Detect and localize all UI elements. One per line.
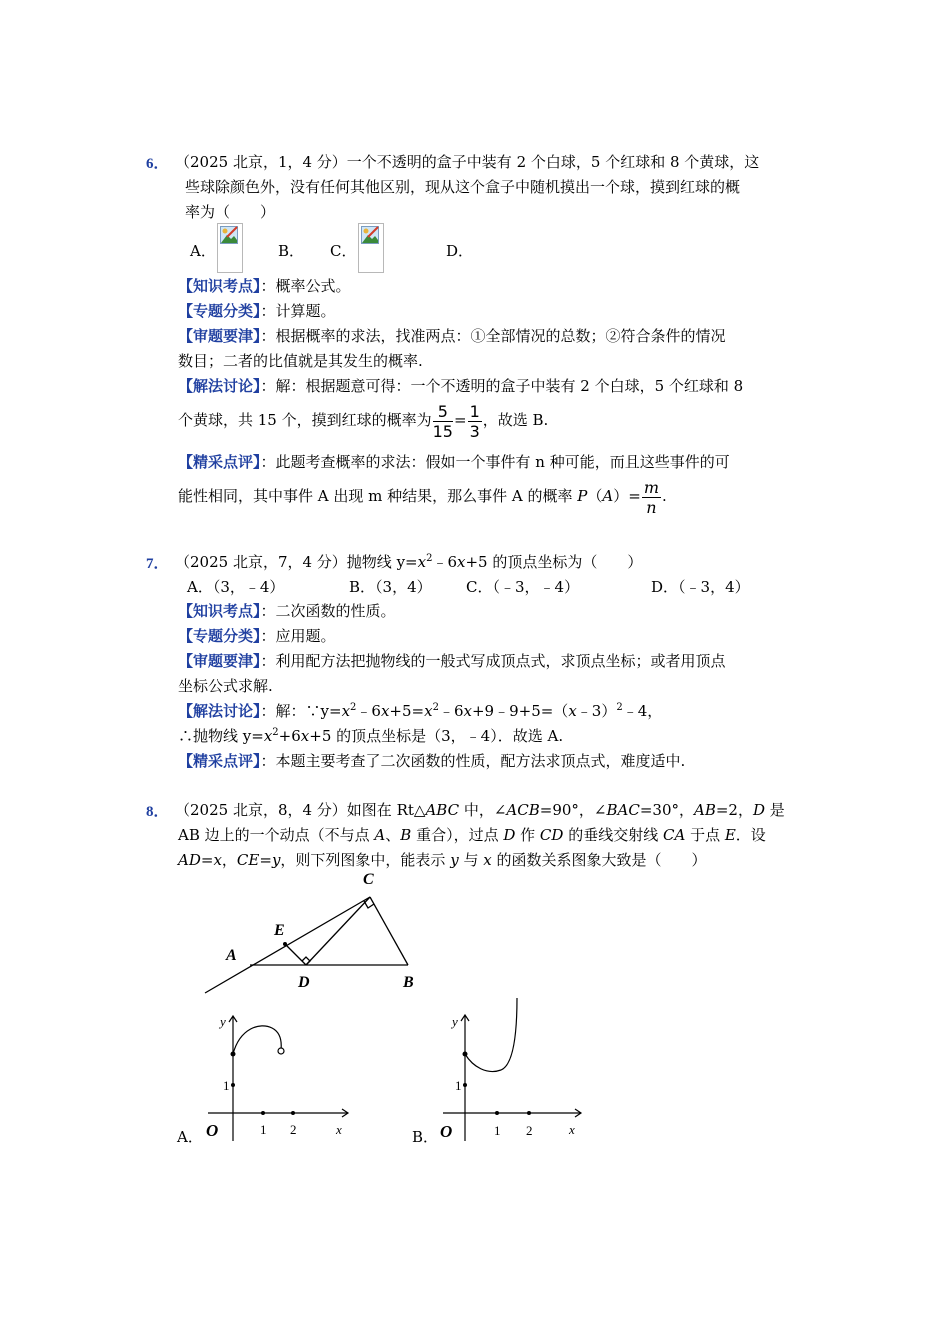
- math-B: B: [400, 826, 412, 844]
- text: ：解：∵y=: [260, 702, 342, 720]
- q7-category-text: ：应用题。: [260, 627, 336, 645]
- q7-category: [178, 626, 336, 646]
- text: =30°，: [639, 801, 694, 819]
- tag-solution: 【解法讨论】: [178, 702, 261, 720]
- q8-triangle-figure: [200, 868, 430, 998]
- label-C: C: [363, 871, 374, 888]
- segment-ED: [285, 944, 306, 965]
- q6-analysis-line-2: 数目；二者的比值就是其发生的概率.: [178, 352, 423, 370]
- solid-endpoint: [231, 1052, 236, 1057]
- q7-comment-text: ：本题主要考查了二次函数的性质，配方法求顶点式，难度适中.: [260, 752, 686, 770]
- q8-graph-b-option-label: B．: [412, 1128, 439, 1146]
- math-A: A: [602, 487, 614, 505]
- broken-image-icon: [220, 226, 238, 244]
- q8-graph-b: [435, 995, 595, 1143]
- q7-stem-a: （2025 北京，7，4 分）抛物线 y=: [175, 553, 418, 571]
- y-axis-label: y: [452, 1014, 458, 1029]
- text: 中，∠: [459, 801, 507, 819]
- x-axis-label: x: [336, 1122, 342, 1137]
- origin-label: O: [206, 1121, 219, 1140]
- q6-category-text: ：计算题。: [260, 302, 336, 320]
- fraction-5-15: [433, 402, 453, 441]
- solid-endpoint: [463, 1052, 468, 1057]
- q7-knowledge-text: ：二次函数的性质。: [260, 602, 396, 620]
- tag-analysis: 【审题要津】: [178, 652, 261, 670]
- text: =2，: [715, 801, 753, 819]
- x-tick-label-2: 2: [526, 1123, 533, 1138]
- q8-stem-line-3: [178, 850, 706, 870]
- math-CE: CE: [236, 851, 260, 869]
- superscript: 2: [350, 702, 357, 713]
- q7-knowledge-point: [178, 601, 396, 621]
- q7-option-a: A．（3，﹣4）: [187, 578, 285, 596]
- q8-number: 8．: [146, 804, 169, 820]
- text: 与: [458, 851, 484, 869]
- tag-knowledge: 【知识考点】: [178, 277, 261, 295]
- q6-solution-line-1: [178, 376, 743, 396]
- paren-close-equals: ）=: [613, 487, 641, 505]
- function-curve: [233, 1026, 281, 1054]
- text: 作: [515, 826, 540, 844]
- q6-stem-line-3: 率为（ ）: [185, 203, 276, 221]
- math-x: x: [300, 727, 310, 745]
- q6-comment-text-2a: 能性相同，其中事件 A 出现 m 种结果，那么事件 A 的概率: [178, 487, 578, 505]
- math-x: x: [380, 702, 390, 720]
- origin-label: O: [440, 1122, 453, 1141]
- q6-solution-text-2a: 个黄球，共 15 个，摸到红球的概率为: [178, 411, 432, 429]
- math-D: D: [503, 826, 516, 844]
- math-ABC: ABC: [425, 801, 460, 819]
- tag-comment: 【精采点评】: [178, 453, 261, 471]
- q6-option-d-label: D．: [446, 242, 474, 260]
- superscript: 2: [432, 702, 439, 713]
- text: ∴抛物线 y=: [178, 727, 264, 745]
- x-tick-1: [495, 1111, 499, 1115]
- math-x: x: [568, 702, 577, 720]
- q8-graph-a-option-label: A．: [177, 1128, 203, 1146]
- math-x: x: [341, 702, 351, 720]
- x-tick-label-1: 1: [260, 1122, 267, 1137]
- math-x: x: [424, 702, 433, 720]
- y-tick-1: [231, 1083, 235, 1087]
- math-BAC: BAC: [606, 801, 640, 819]
- label-B: B: [403, 974, 414, 991]
- q8-stem-line-2: [178, 825, 766, 845]
- q7-option-b: B．（3，4）: [349, 578, 432, 596]
- q6-solution-text-1: ：解：根据题意可得：一个不透明的盒子中装有 2 个白球，5 个红球和 8: [260, 377, 744, 395]
- text: +9﹣9+5=（: [471, 702, 569, 720]
- math-x: x: [457, 553, 466, 571]
- superscript: 2: [426, 553, 433, 564]
- superscript: 2: [616, 702, 623, 713]
- math-x: x: [417, 553, 427, 571]
- x-tick-2: [527, 1111, 531, 1115]
- y-tick-1: [463, 1083, 467, 1087]
- x-tick-1: [261, 1111, 265, 1115]
- q6-knowledge-point: [178, 276, 351, 296]
- q6-option-c-image-placeholder: [358, 223, 384, 273]
- q6-stem-line-1: （2025 北京，1，4 分）一个不透明的盒子中装有 2 个白球，5 个红球和 8 个黄球，这: [175, 153, 760, 171]
- label-D: D: [298, 974, 310, 991]
- text: ﹣6: [356, 702, 381, 720]
- x-tick-label-1: 1: [494, 1123, 501, 1138]
- text: +5=: [389, 702, 425, 720]
- tag-category: 【专题分类】: [178, 627, 261, 645]
- q6-analysis-line-1: [178, 326, 726, 346]
- x-tick-2: [291, 1111, 295, 1115]
- q6-stem-line-2: 些球除颜色外，没有任何其他区别，现从这个盒子中随机摸出一个球，摸到红球的概: [185, 178, 741, 196]
- q8-graph-a: [200, 1008, 360, 1143]
- ray-CA: [205, 897, 370, 993]
- tag-category: 【专题分类】: [178, 302, 261, 320]
- segment-CB: [370, 897, 408, 965]
- q7-option-d: D．（﹣3，4）: [651, 578, 750, 596]
- q6-option-b-label: B．: [278, 242, 305, 260]
- q6-option-a-label: A．: [190, 242, 216, 260]
- text: ．设: [735, 826, 766, 844]
- text: =: [259, 851, 272, 869]
- text: 、: [385, 826, 401, 844]
- text: 的垂线交射线: [563, 826, 663, 844]
- q7-option-c: C．（﹣3，﹣4）: [466, 578, 580, 596]
- q8-stem-line-1: [175, 800, 785, 820]
- text: =: [200, 851, 214, 869]
- point-E: [283, 942, 287, 946]
- y-tick-label-1: 1: [223, 1078, 230, 1093]
- q6-solution-line-2: [178, 400, 548, 441]
- math-P: P: [577, 487, 588, 505]
- math-CA: CA: [662, 826, 686, 844]
- q6-solution-text-2b: ，故选 B.: [482, 411, 549, 429]
- fraction-numerator: m: [643, 477, 659, 497]
- q6-comment-line-2: [178, 476, 667, 517]
- superscript: 2: [272, 727, 279, 738]
- text: =90°，∠: [539, 801, 607, 819]
- period: .: [661, 487, 667, 505]
- math-AD: AD: [178, 851, 201, 869]
- q7-stem-b: ﹣6: [432, 553, 457, 571]
- math-CD: CD: [539, 826, 564, 844]
- broken-image-icon: [361, 226, 379, 244]
- q6-category: [178, 301, 336, 321]
- fraction-denominator: 15: [432, 421, 453, 441]
- fraction-numerator: 1: [469, 401, 480, 421]
- function-curve: [465, 998, 517, 1072]
- x-tick-label-2: 2: [290, 1122, 297, 1137]
- q7-analysis-line-2: 坐标公式求解.: [178, 677, 273, 695]
- text: ，则下列图象中，能表示: [280, 851, 451, 869]
- text: 的函数关系图象大致是（ ）: [491, 851, 707, 869]
- q7-solution-line-2: [178, 726, 563, 746]
- x-axis-label: x: [569, 1122, 575, 1137]
- math-A: A: [374, 826, 386, 844]
- y-tick-label-1: 1: [455, 1078, 462, 1093]
- q6-knowledge-text: ：概率公式。: [260, 277, 351, 295]
- tag-knowledge: 【知识考点】: [178, 602, 261, 620]
- label-E: E: [274, 922, 285, 939]
- q7-analysis-line-1: [178, 651, 726, 671]
- math-E: E: [724, 826, 736, 844]
- text: （2025 北京，8，4 分）如图在 Rt△: [175, 801, 426, 819]
- paren-open: （: [587, 487, 603, 505]
- math-ACB: ACB: [506, 801, 540, 819]
- math-AB: AB: [693, 801, 716, 819]
- text: AB 边上的一个动点（不与点: [178, 826, 375, 844]
- q6-comment-text-1: ：此题考查概率的求法：假如一个事件有 n 种可能，而且这些事件的可: [260, 453, 730, 471]
- tag-solution: 【解法讨论】: [178, 377, 261, 395]
- text: +6: [278, 727, 301, 745]
- math-x: x: [263, 727, 273, 745]
- fraction-m-n: [642, 478, 661, 517]
- open-endpoint: [278, 1048, 284, 1054]
- text: ﹣4，: [622, 702, 663, 720]
- fraction-1-3: [468, 402, 482, 441]
- q7-solution-line-1: [178, 701, 662, 721]
- text: ，: [221, 851, 237, 869]
- fraction-denominator: 3: [469, 421, 480, 441]
- y-axis-label: y: [220, 1014, 226, 1029]
- q6-option-a-image-placeholder: [217, 223, 243, 273]
- text: ﹣6: [438, 702, 464, 720]
- q6-option-c-label: C．: [330, 242, 357, 260]
- text: 是: [765, 801, 785, 819]
- math-x: x: [463, 702, 472, 720]
- q7-comment: [178, 751, 685, 771]
- equals-sign: =: [453, 411, 467, 429]
- text: 重合），过点: [411, 826, 504, 844]
- fraction-numerator: 5: [433, 402, 453, 422]
- text: ﹣3）: [576, 702, 617, 720]
- math-y: y: [450, 851, 459, 869]
- q7-analysis-text-1: ：利用配方法把抛物线的一般式写成顶点式，求顶点坐标；或者用顶点: [260, 652, 726, 670]
- q7-stem: [175, 552, 642, 572]
- fraction-denominator: n: [646, 497, 657, 517]
- math-x: x: [483, 851, 492, 869]
- q7-number: 7．: [146, 556, 169, 572]
- q6-number: 6．: [146, 156, 169, 172]
- label-A: A: [226, 947, 237, 964]
- math-x: x: [213, 851, 222, 869]
- q6-analysis-text-1: ：根据概率的求法，找准两点：①全部情况的总数；②符合条件的情况: [260, 327, 726, 345]
- segment-CD: [306, 897, 370, 965]
- right-angle-mark-D: [302, 957, 310, 965]
- math-D: D: [752, 801, 765, 819]
- text: +5 的顶点坐标是（3，﹣4）．故选 A.: [309, 727, 564, 745]
- text: 于点: [685, 826, 725, 844]
- q7-stem-c: +5 的顶点坐标为（ ）: [465, 553, 643, 571]
- q6-comment-line-1: [178, 452, 730, 472]
- tag-comment: 【精采点评】: [178, 752, 261, 770]
- tag-analysis: 【审题要津】: [178, 327, 261, 345]
- math-y: y: [271, 851, 281, 869]
